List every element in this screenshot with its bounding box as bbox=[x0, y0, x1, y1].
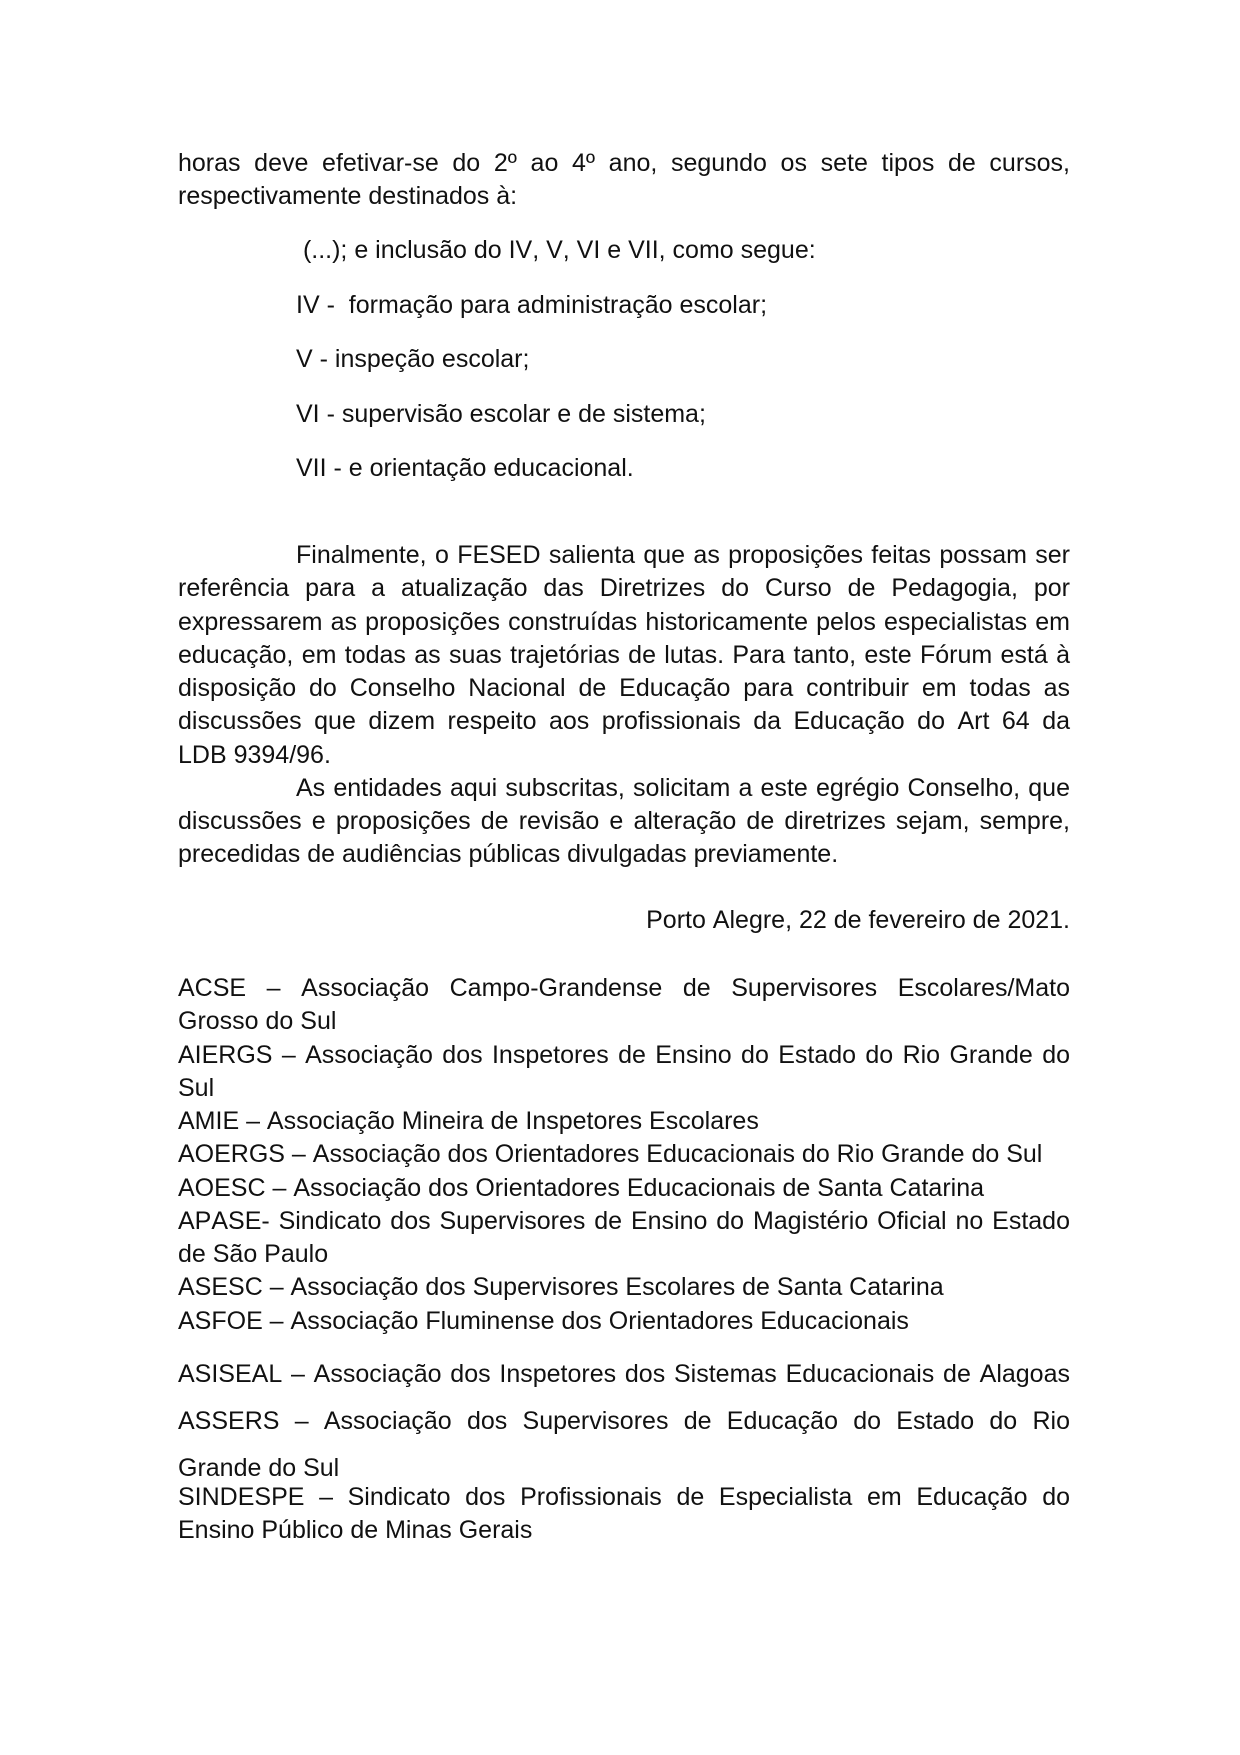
entity-line: de São Paulo bbox=[178, 1240, 329, 1268]
inclusion-item: IV - formação para administração escolar; bbox=[296, 290, 768, 319]
entity-line: AOERGS – Associação dos Orientadores Educacionais do Rio Grande do Sul bbox=[178, 1140, 1043, 1169]
entity-item bbox=[178, 1398, 1070, 1490]
conclusion-line: As entidades aqui subscritas, solicitam a este egrégio Conselho, que bbox=[296, 773, 1070, 802]
entity-line: APASE- Sindicato dos Supervisores de Ensino do Magistério Oficial no Estado bbox=[178, 1206, 1070, 1235]
conclusion-line: LDB 9394/96. bbox=[178, 740, 331, 769]
entity-item bbox=[178, 1481, 1070, 1548]
intro-line: respectivamente destinados à: bbox=[178, 182, 518, 211]
entity-item bbox=[178, 1305, 1070, 1338]
conclusion-section bbox=[178, 539, 1070, 872]
entity-line: SINDESPE – Sindicato dos Profissionais de Especialista em Educação do bbox=[178, 1482, 1070, 1511]
conclusion-line: referência para a atualização das Diretrizes do Curso de Pedagogia, por bbox=[178, 574, 1070, 603]
entity-item bbox=[178, 1039, 1070, 1106]
inclusion-item: VII - e orientação educacional. bbox=[296, 454, 634, 482]
entity-item bbox=[178, 1105, 1070, 1138]
entity-line: Grosso do Sul bbox=[178, 1007, 337, 1036]
conclusion-line: discussões que dizem respeito aos profissionais da Educação do Art 64 da bbox=[178, 707, 1070, 736]
conclusion-line: educação, em todas as suas trajetórias de lutas. Para tanto, este Fórum está à bbox=[178, 640, 1070, 669]
entity-item bbox=[178, 1271, 1070, 1304]
inclusion-item: V - inspeção escolar; bbox=[296, 345, 530, 373]
entity-line: ASESC – Associação dos Supervisores Escolares de Santa Catarina bbox=[178, 1273, 944, 1302]
entity-line: Grande do Sul bbox=[178, 1453, 340, 1482]
intro-paragraph bbox=[178, 147, 1070, 214]
entity-line: Ensino Público de Minas Gerais bbox=[178, 1515, 533, 1544]
inclusion-lead: (...); e inclusão do IV, V, VI e VII, como segue: bbox=[296, 236, 816, 264]
conclusion-line: Finalmente, o FESED salienta que as proposições feitas possam ser bbox=[296, 541, 1070, 570]
entity-line: AOESC – Associação dos Orientadores Educacionais de Santa Catarina bbox=[178, 1173, 985, 1202]
entity-line: AMIE – Associação Mineira de Inspetores Escolares bbox=[178, 1107, 759, 1135]
conclusion-line: disposição do Conselho Nacional de Educação para contribuir em todas as bbox=[178, 674, 1070, 703]
intro-line: horas deve efetivar-se do 2º ao 4º ano, segundo os sete tipos de cursos, bbox=[178, 149, 1070, 177]
conclusion-line: expressarem as proposições construídas historicamente pelos especialistas em bbox=[178, 607, 1070, 636]
entity-line: ASISEAL – Associação dos Inspetores dos Sistemas Educacionais de Alagoas bbox=[178, 1359, 1070, 1388]
entity-item bbox=[178, 1172, 1070, 1205]
entity-item bbox=[178, 1205, 1070, 1272]
entities-list bbox=[178, 972, 1070, 1338]
entity-line: ASSERS – Associação dos Supervisores de Educação do Estado do Rio bbox=[178, 1407, 1070, 1436]
entity-line: ACSE – Associação Campo-Grandense de Supervisores Escolares/Mato bbox=[178, 974, 1070, 1002]
entity-item bbox=[178, 972, 1070, 1039]
entity-line: AIERGS – Associação dos Inspetores de Ensino do Estado do Rio Grande do bbox=[178, 1040, 1070, 1069]
entity-line: Sul bbox=[178, 1073, 215, 1102]
entity-line: ASFOE – Associação Fluminense dos Orientadores Educacionais bbox=[178, 1306, 909, 1335]
entity-item bbox=[178, 1358, 1070, 1391]
conclusion-line: precedidas de audiências públicas divulgadas previamente. bbox=[178, 840, 839, 869]
entity-item bbox=[178, 1138, 1070, 1171]
conclusion-line: discussões e proposições de revisão e alteração de diretrizes sejam, sempre, bbox=[178, 807, 1070, 836]
inclusion-item: VI - supervisão escolar e de sistema; bbox=[296, 399, 706, 428]
inclusion-list bbox=[296, 223, 1070, 496]
conclusion-paragraph bbox=[178, 539, 1070, 772]
place-date: Porto Alegre, 22 de fevereiro de 2021. bbox=[646, 906, 1070, 935]
conclusion-paragraph bbox=[178, 772, 1070, 872]
